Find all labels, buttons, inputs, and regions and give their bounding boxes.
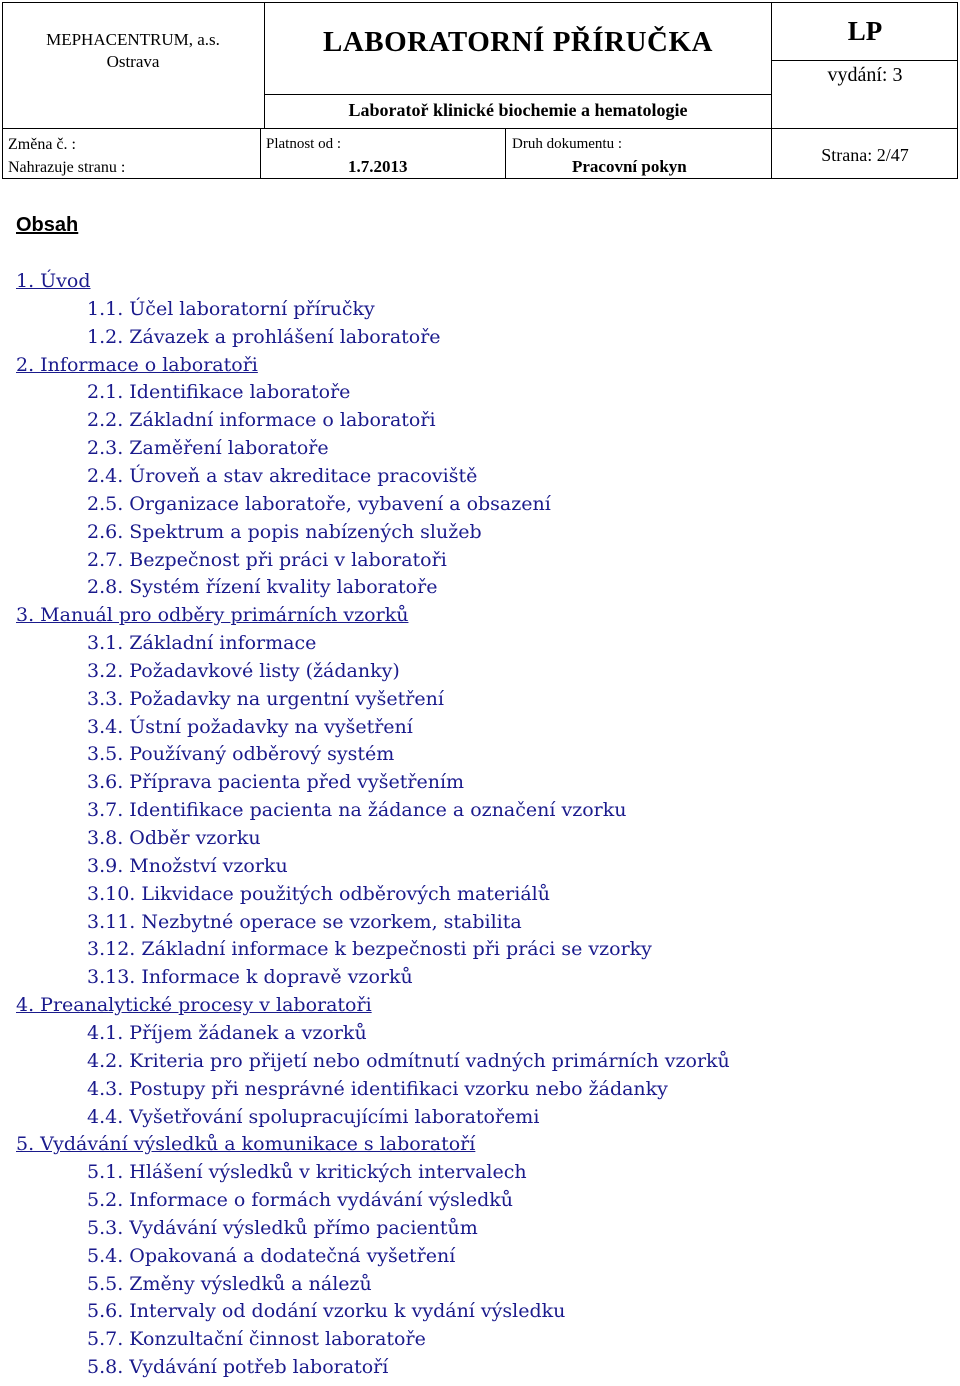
toc-section-link[interactable]: 3.3. Požadavky na urgentní vyšetření <box>87 687 444 710</box>
toc-section-link[interactable]: 4.4. Vyšetřování spolupracujícími laboratořemi <box>87 1105 540 1128</box>
header-divider <box>771 60 958 61</box>
toc-section-link[interactable]: 4.3. Postupy při nesprávné identifikaci vzorku nebo žádanky <box>87 1077 668 1100</box>
toc-section-link[interactable]: 1.1. Účel laboratorní příručky <box>87 297 375 320</box>
header-divider <box>264 94 771 95</box>
organization-city: Ostrava <box>106 52 160 71</box>
toc-section-link[interactable]: 2.7. Bezpečnost při práci v laboratoři <box>87 548 447 571</box>
toc-section-link[interactable]: 2.4. Úroveň a stav akreditace pracoviště <box>87 464 478 487</box>
toc-section-link[interactable]: 2.3. Zaměření laboratoře <box>87 437 329 460</box>
toc-section-link[interactable]: 2.6. Spektrum a popis nabízených služeb <box>87 520 482 543</box>
document-type-label: Druh dokumentu : <box>512 136 622 152</box>
toc-section-link[interactable]: 3.4. Ústní požadavky na vyšetření <box>87 715 413 738</box>
toc-section-link[interactable]: 3.12. Základní informace k bezpečnosti při práci se vzorky <box>87 938 652 961</box>
toc-section-link[interactable]: 5.5. Změny výsledků a nálezů <box>87 1272 372 1295</box>
toc-section-link[interactable]: 5.2. Informace o formách vydávání výsledků <box>87 1189 513 1212</box>
toc-section-link[interactable]: 3.8. Odběr vzorku <box>87 827 261 849</box>
toc-section-link[interactable]: 2.2. Základní informace o laboratoři <box>87 409 436 432</box>
header-divider <box>260 128 261 179</box>
header-divider <box>2 128 958 129</box>
toc-section-link[interactable]: 3.7. Identifikace pacienta na žádance a označení vzorku <box>87 799 627 822</box>
toc-section-link[interactable]: 5.1. Hlášení výsledků v kritických intervalech <box>87 1161 527 1184</box>
document-type-value: Pracovní pokyn <box>572 157 687 176</box>
toc-section-link[interactable]: 3.2. Požadavkové listy (žádanky) <box>87 659 400 682</box>
toc-title: Obsah <box>16 214 79 236</box>
valid-from-value: 1.7.2013 <box>348 157 408 176</box>
toc-chapter-link[interactable]: 3. Manuál pro odběry primárních vzorků <box>16 604 409 627</box>
toc-section-link[interactable]: 5.3. Vydávání výsledků přímo pacientům <box>87 1216 478 1239</box>
toc-section-link[interactable]: 2.1. Identifikace laboratoře <box>87 381 351 404</box>
page-number: Strana: 2/47 <box>821 145 909 165</box>
document-code: LP <box>847 16 883 46</box>
toc-section-link[interactable]: 3.1. Základní informace <box>87 632 317 655</box>
laboratory-name: Laboratoř klinické biochemie a hematologie <box>348 100 688 120</box>
toc-chapter-link[interactable]: 2. Informace o laboratoři <box>16 353 258 376</box>
change-label: Změna č. : <box>8 136 76 153</box>
valid-from-label: Platnost od : <box>266 136 342 152</box>
toc-section-link[interactable]: 3.9. Množství vzorku <box>87 854 288 877</box>
toc-section-link[interactable]: 3.10. Likvidace použitých odběrových materiálů <box>87 882 550 905</box>
toc-section-link[interactable]: 1.2. Závazek a prohlášení laboratoře <box>87 325 441 348</box>
toc-section-link[interactable]: 3.5. Používaný odběrový systém <box>87 743 395 766</box>
document-header <box>2 2 958 180</box>
header-divider <box>505 128 506 179</box>
toc-section-link[interactable]: 5.7. Konzultační činnost laboratoře <box>87 1328 426 1351</box>
toc-chapter-link[interactable]: 4. Preanalytické procesy v laboratoři <box>16 994 372 1017</box>
toc-section-link[interactable]: 5.8. Vydávání potřeb laboratoří <box>87 1356 389 1379</box>
toc-chapter-link[interactable]: 1. Úvod <box>16 270 91 292</box>
toc-section-link[interactable]: 2.8. Systém řízení kvality laboratoře <box>87 576 438 599</box>
toc-section-link[interactable]: 5.6. Intervaly od dodání vzorku k vydání výsledku <box>87 1300 566 1323</box>
toc-section-link[interactable]: 2.5. Organizace laboratoře, vybavení a obsazení <box>87 492 551 515</box>
toc-chapter-link[interactable]: 5. Vydávání výsledků a komunikace s laboratoří <box>16 1133 476 1156</box>
edition-label: vydání: 3 <box>827 64 903 86</box>
toc-section-link[interactable]: 3.6. Příprava pacienta před vyšetřením <box>87 771 465 794</box>
toc-section-link[interactable]: 3.13. Informace k dopravě vzorků <box>87 966 413 989</box>
replaces-page-label: Nahrazuje stranu : <box>8 159 126 176</box>
document-title: LABORATORNÍ PŘÍRUČKA <box>323 26 713 58</box>
organization-name: MEPHACENTRUM, a.s. <box>46 30 220 49</box>
toc-section-link[interactable]: 3.11. Nezbytné operace se vzorkem, stabilita <box>87 910 522 933</box>
toc-section-link[interactable]: 4.1. Příjem žádanek a vzorků <box>87 1021 367 1044</box>
toc-section-link[interactable]: 4.2. Kriteria pro přijetí nebo odmítnutí vadných primárních vzorků <box>87 1049 730 1072</box>
toc-section-link[interactable]: 5.4. Opakovaná a dodatečná vyšetření <box>87 1244 456 1267</box>
